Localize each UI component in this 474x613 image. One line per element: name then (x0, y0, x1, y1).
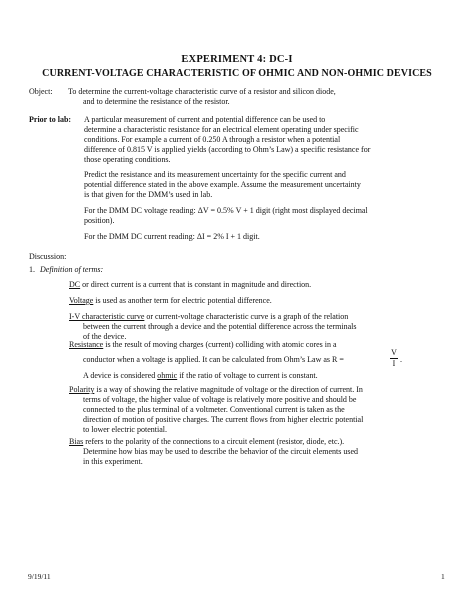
iv-text-3: of the device. (83, 332, 127, 341)
term-polarity: Polarity (69, 385, 95, 394)
current-uncertainty-line: For the DMM DC current reading: ΔI = 2% I + 1 digit. (84, 232, 260, 241)
objective-line-2: and to determine the resistance of the resistor. (83, 97, 230, 106)
prior-line-2: determine a characteristic resistance for an electrical element operating under specific (84, 125, 359, 134)
bias-text-3: in this experiment. (83, 457, 143, 466)
term-dc: DC (69, 280, 81, 289)
polarity-text-2: terms of voltage, the higher value of voltage is relatively more positive and should be (83, 395, 357, 404)
iv-text-1: or current-voltage characteristic curve is a graph of the relation (146, 312, 349, 321)
dc-text: or direct current is a current that is constant in magnitude and direction. (82, 280, 312, 289)
term-resistance: Resistance (69, 340, 104, 349)
term-bias: Bias (69, 437, 84, 446)
objective-label: Object: (29, 87, 53, 96)
polarity-text-1: is a way of showing the relative magnitude of voltage or the direction of current. In (96, 385, 363, 394)
iv-text-2: between the current through a device and the potential difference across the terminals (83, 322, 357, 331)
objective-line-1: To determine the current-voltage characteristic curve of a resistor and silicon diode, (68, 87, 336, 96)
polarity-text-3: connected to the plus terminal of a voltmeter. Conventional current is taken as the (83, 405, 345, 414)
term-ohmic: ohmic (157, 371, 178, 380)
resistance-text-1: is the result of moving charges (current) colliding with atomic cores in a (105, 340, 337, 349)
predict-line-3: is that given for the DMM’s used in lab. (84, 190, 213, 199)
polarity-text-4: direction of motion of positive charges. The current flows from higher electric potential (83, 415, 364, 424)
term-iv-curve: I-V characteristic curve (69, 312, 145, 321)
bias-text-2: Determine how bias may be used to describe the behavior of the circuit elements used (83, 447, 359, 456)
fraction-numerator: V (391, 348, 397, 357)
footer-date: 9/19/11 (28, 572, 51, 581)
ohmic-sentence (83, 371, 318, 381)
term-voltage: Voltage (69, 296, 94, 305)
prior-label: Prior to lab: (29, 115, 72, 124)
item-number: 1. (29, 265, 35, 274)
definition-resistance (69, 340, 337, 350)
predict-line-1: Predict the resistance and its measurement uncertainty for the specific current and (84, 170, 346, 179)
voltage-uncertainty-line-1: For the DMM DC voltage reading: ΔV = 0.5% V + 1 digit (right most displayed decimal (84, 206, 368, 215)
voltage-uncertainty-line-2: position). (84, 216, 115, 225)
page-number: 1 (441, 572, 445, 581)
discussion-label: Discussion: (29, 252, 67, 261)
definition-voltage (69, 296, 272, 306)
experiment-title: EXPERIMENT 4: DC-I (181, 54, 293, 65)
definition-bias (69, 437, 344, 447)
resistance-period: . (400, 355, 402, 364)
ohmic-pre: A device is considered (83, 371, 156, 380)
ohmic-post: if the ratio of voltage to current is constant. (179, 371, 318, 380)
prior-line-1: A particular measurement of current and potential difference can be used to (84, 115, 326, 124)
definition-polarity (69, 385, 363, 395)
prior-line-5: those operating conditions. (84, 155, 171, 164)
definition-iv-curve (69, 312, 348, 322)
definition-heading: Definition of terms: (40, 265, 104, 274)
prior-line-4: difference of 0.815 V is applied yields (according to Ohm’s Law) a specific resistance for (84, 145, 371, 154)
experiment-subtitle: CURRENT-VOLTAGE CHARACTERISTIC OF OHMIC AND NON-OHMIC DEVICES (42, 68, 432, 79)
voltage-text: is used as another term for electric potential difference. (95, 296, 272, 305)
resistance-text-2: conductor when a voltage is applied. It can be calculated from Ohm’s Law as R = (83, 355, 344, 364)
prior-line-3: conditions. For example a current of 0.250 A through a resistor when a potential (84, 135, 341, 144)
bias-text-1: refers to the polarity of the connections to a circuit element (resistor, diode, etc.). (85, 437, 345, 446)
predict-line-2: potential difference stated in the above example. Assume the measurement uncertainty (84, 180, 361, 189)
polarity-text-5: to lower electric potential. (83, 425, 167, 434)
definition-dc (69, 280, 311, 290)
fraction-denominator: I (392, 359, 396, 368)
